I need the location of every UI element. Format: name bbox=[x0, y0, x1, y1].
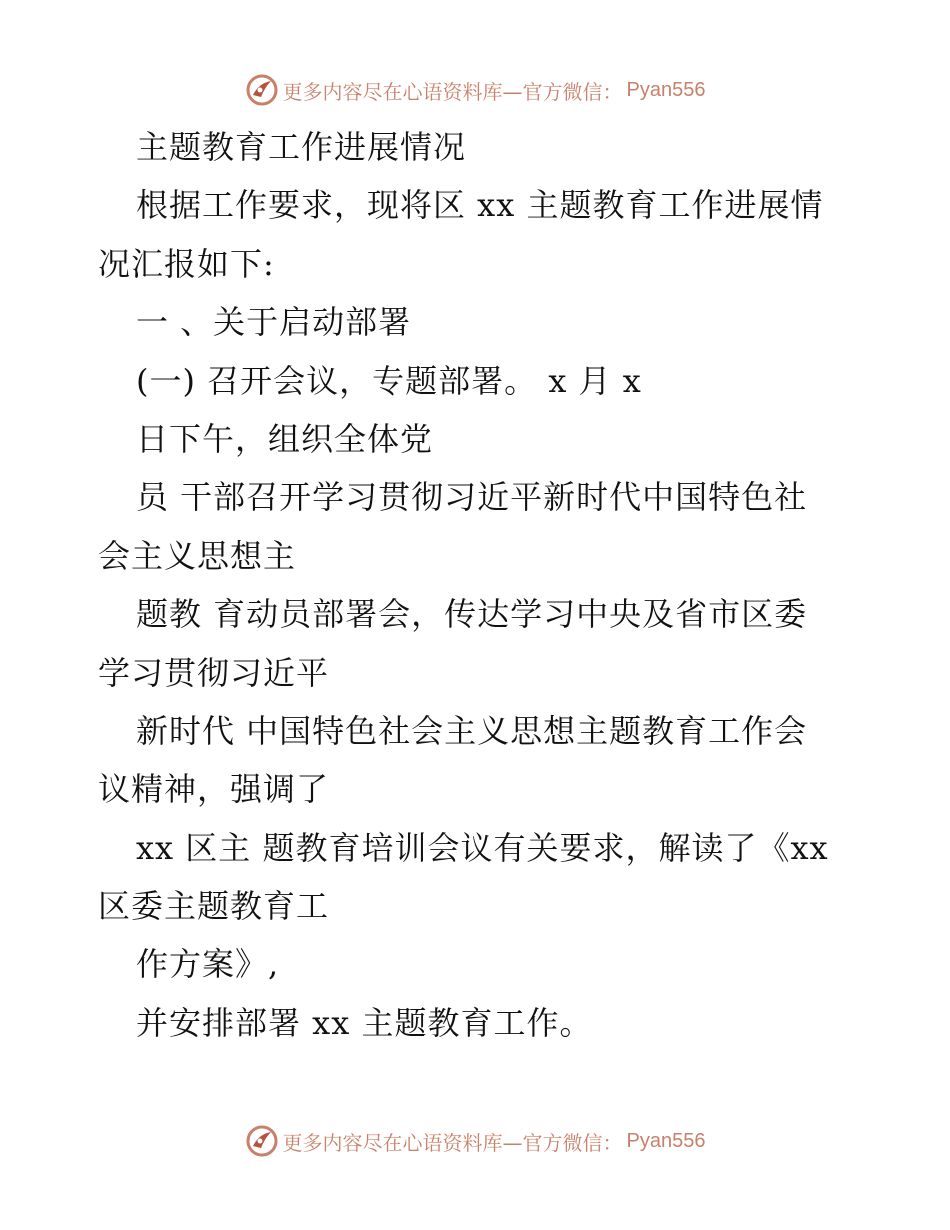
doc-line: 议精神，强调了 bbox=[98, 770, 330, 809]
header-watermark bbox=[0, 70, 950, 110]
doc-title: 主题教育工作进展情况 bbox=[136, 128, 467, 166]
watermark-wechat-id: Pyan556 bbox=[626, 1129, 706, 1152]
doc-line: 并安排部署 xx 主题教育工作。 bbox=[136, 1003, 593, 1042]
doc-line: 根据工作要求，现将区 xx 主题教育工作进展情 bbox=[136, 186, 824, 225]
doc-line: 题教 育动员部署会，传达学习中央及省市区委 bbox=[136, 595, 808, 634]
section-heading: 一 、关于启动部署 bbox=[136, 303, 412, 342]
footer-watermark bbox=[0, 1121, 950, 1161]
doc-line: 员 干部召开学习贯彻习近平新时代中国特色社 bbox=[136, 478, 808, 517]
doc-line: 区委主题教育工 bbox=[98, 887, 330, 926]
doc-line: 作方案》, bbox=[136, 945, 280, 984]
doc-line: 新时代 中国特色社会主义思想主题教育工作会 bbox=[136, 711, 808, 750]
pen-nib-circle-icon bbox=[245, 73, 279, 107]
doc-line: 会主义思想主 bbox=[98, 536, 297, 575]
watermark-text: 更多内容尽在心语资料库—官方微信： bbox=[282, 79, 623, 104]
doc-line: 学习贯彻习近平 bbox=[98, 653, 330, 692]
watermark-text: 更多内容尽在心语资料库—官方微信： bbox=[282, 1130, 623, 1155]
document-body bbox=[98, 118, 858, 1052]
doc-line: 日下午，组织全体党 bbox=[136, 419, 434, 458]
doc-line: (一) 召开会议，专题部署。 x 月 x bbox=[136, 361, 642, 400]
watermark-wechat-id: Pyan556 bbox=[626, 78, 706, 101]
doc-line: 况汇报如下: bbox=[98, 244, 275, 283]
doc-line: xx 区主 题教育培训会议有关要求，解读了《xx bbox=[136, 828, 829, 867]
pen-nib-circle-icon bbox=[245, 1124, 279, 1158]
